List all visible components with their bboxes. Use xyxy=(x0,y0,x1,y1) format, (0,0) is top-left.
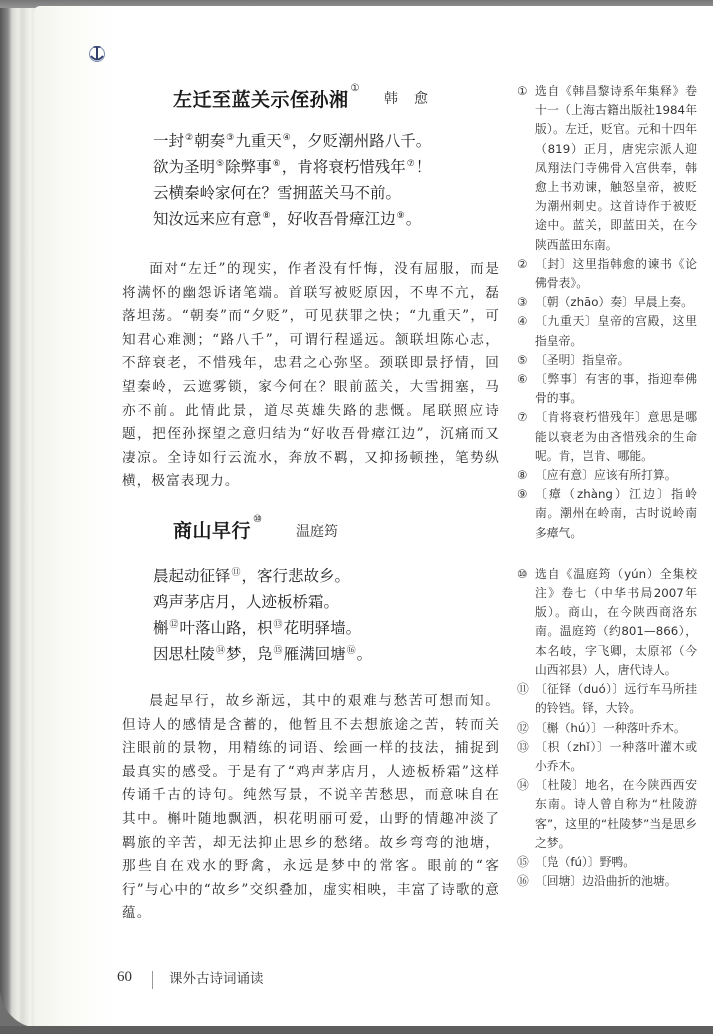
footnote-text: 〔征铎（duó）〕远行车马所挂的铃铛。铎，大铃。 xyxy=(535,682,697,716)
footnote-item xyxy=(517,872,697,891)
footnote-text: 〔枳（zhǐ）〕一种落叶灌木或小乔木。 xyxy=(535,739,697,773)
poem-text: 梦，凫 xyxy=(226,645,273,663)
footnote-ref: ⑨ xyxy=(396,211,405,221)
footnote-ref: ⑩ xyxy=(253,514,263,525)
footnote-text: 〔瘴（zhàng）江边〕指岭南。潮州在岭南，古时说岭南多瘴气。 xyxy=(535,487,697,540)
footnote-item xyxy=(517,565,697,680)
poem-title-text: 左迁至蓝关示侄孙湘 xyxy=(173,90,349,111)
poem-text: 槲 xyxy=(153,619,169,637)
footnote-text: 〔回塘〕边沿曲折的池塘。 xyxy=(535,874,677,889)
poem-line xyxy=(153,563,372,589)
footnote-ref: ⑬ xyxy=(273,620,283,630)
footnote-text: 〔槲（hú）〕一种落叶乔木。 xyxy=(535,720,686,735)
footnote-ref: ⑯ xyxy=(346,646,356,656)
scan-bottom-shadow xyxy=(0,1026,713,1034)
footnotes-column xyxy=(517,82,697,891)
footnote-item xyxy=(517,776,697,853)
footnote-number: ① xyxy=(517,84,528,98)
poem-text: ，好收吾骨瘴江边 xyxy=(271,210,396,228)
footnote-number: ⑫ xyxy=(517,720,529,735)
footer-divider xyxy=(152,971,153,989)
footnote-ref: ⑦ xyxy=(406,159,415,169)
poem-text: ，夕贬潮州路八千。 xyxy=(291,132,432,150)
footnote-number: ⑯ xyxy=(517,874,529,889)
poem-text: 鸡声茅店月，人迹板桥霜。 xyxy=(153,593,340,611)
poem-line xyxy=(153,180,431,206)
footnote-text: 〔九重天〕皇帝的宫殿，这里指皇帝。 xyxy=(535,314,697,348)
poem-title-text: 商山早行 xyxy=(173,521,252,542)
poem-text: 知汝远来应有意 xyxy=(153,210,262,228)
commentary-2 xyxy=(122,690,500,926)
footnote-item xyxy=(517,853,697,872)
footnote-text: 〔肯将衰朽惜残年〕意思是哪能以衰老为由吝惜残余的生命呢。肯，岂肯、哪能。 xyxy=(535,410,697,463)
footnote-number: ⑮ xyxy=(517,854,529,869)
poem-text: ！ xyxy=(415,158,432,176)
poem-text: 叶落山路，枳 xyxy=(179,619,273,637)
poem-line xyxy=(153,206,431,232)
poem-body-2 xyxy=(153,563,372,667)
footnote-number: ③ xyxy=(517,295,528,310)
footnote-ref: ⑤ xyxy=(216,159,225,169)
footnote-text: 〔封〕这里指韩愈的谏书《论佛骨表》。 xyxy=(535,256,697,291)
poem-text: 花明驿墙。 xyxy=(283,619,362,637)
footnote-text: 〔圣明〕指皇帝。 xyxy=(535,352,630,367)
poem-text: 雁满回塘 xyxy=(283,645,346,663)
poem-text: 九重天 xyxy=(235,132,282,150)
footnote-ref: ② xyxy=(185,133,194,143)
poem-author-1: 韩愈 xyxy=(384,91,444,107)
footnote-ref: ④ xyxy=(282,133,291,143)
poem-author-2: 温庭筠 xyxy=(296,524,338,540)
footnote-text: 选自《韩昌黎诗系年集释》卷十一（上海古籍出版社1984年版）。左迁，贬官。元和十四年（819）正月，唐宪宗派人迎凤翔法门寺佛骨入宫供奉，韩愈上书劝谏，触怒皇帝，被贬为潮州刺史。这首诗作于被贬途中。蓝关，即蓝田关，在今陕西蓝田东南。 xyxy=(535,84,697,252)
poem-text: 晨起动征铎 xyxy=(153,567,231,585)
poem-line xyxy=(153,615,372,641)
footnote-item xyxy=(517,680,697,718)
commentary-text: 晨起早行，故乡渐远，其中的艰难与愁苦可想而知。但诗人的感情是含蓄的，他暂且不去想旅途之苦，转而关注眼前的景物，用精练的词语、绘画一样的技法，捕捉到最真实的感受。于是有了“鸡声茅店月，人迹板桥霜”这样传诵千古的诗句。纯然写景，不说辛苦愁思，而意味自在其中。槲叶随地飘洒，枳花明丽可爱，山野的情趣冲淡了羁旅的辛苦，却无法抑止思乡的愁绪。故乡弯弯的池塘，那些自在戏水的野禽，永远是梦中的常客。眼前的“客行”与心中的“故乡”交织叠加，虚实相映，丰富了诗歌的意蕴。 xyxy=(122,693,500,922)
footnote-text: 〔凫（fú）〕野鸭。 xyxy=(535,854,636,869)
footnote-ref: ⑮ xyxy=(273,646,283,656)
footnote-number: ② xyxy=(517,256,528,271)
footnote-ref: ⑥ xyxy=(272,159,281,169)
poem-line xyxy=(153,128,431,154)
footnote-text: 〔朝（zhāo）奏〕早晨上奏。 xyxy=(535,295,693,310)
footnote-ref: ⑭ xyxy=(216,646,226,656)
footnote-number: ⑦ xyxy=(517,410,528,425)
footnote-text: 〔弊事〕有害的事，指迎奉佛骨的事。 xyxy=(535,372,697,406)
footnote-ref: ① xyxy=(350,83,360,94)
poem-text: 除弊事 xyxy=(225,158,272,176)
poem-title-2 xyxy=(173,516,262,543)
anchor-icon xyxy=(86,42,108,64)
footnote-text: 选自《温庭筠（yún）全集校注》卷七（中华书局2007年版）。商山，在今陕西商洛东南。温庭筠（约801—866），本名岐，字飞卿，太原祁（今山西祁县）人，唐代诗人。 xyxy=(535,566,697,677)
commentary-1 xyxy=(122,258,500,494)
poem-line xyxy=(153,641,372,667)
poem-body-1 xyxy=(153,128,431,232)
poem-text: 。 xyxy=(356,645,373,663)
footnote-ref: ⑫ xyxy=(169,620,179,630)
book-section-title: 课外古诗词诵读 xyxy=(169,971,264,987)
poem-text: 朝奏 xyxy=(194,132,226,150)
footnote-number: ⑭ xyxy=(517,778,529,793)
footnote-text: 〔杜陵〕地名，在今陕西西安东南。诗人曾自称为“杜陵游客”，这里的“杜陵梦”当是思乡之梦。 xyxy=(535,778,697,850)
poem-title-1 xyxy=(173,85,360,112)
footnote-text: 〔应有意〕应该有所打算。 xyxy=(535,468,677,483)
footnote-item xyxy=(517,293,697,312)
footnote-number: ④ xyxy=(517,314,528,329)
footnote-number: ⑨ xyxy=(517,487,528,502)
poem-text: 云横秦岭家何在？雪拥蓝关马不前。 xyxy=(153,184,402,202)
footnote-number: ⑧ xyxy=(517,468,528,483)
poem-text: 因思杜陵 xyxy=(153,645,216,663)
page-footer xyxy=(117,967,264,987)
footnote-ref: ⑪ xyxy=(231,568,241,578)
footnote-number: ⑤ xyxy=(517,352,528,367)
footnote-item xyxy=(517,485,697,543)
poem-line xyxy=(153,154,431,180)
footnote-item xyxy=(517,312,697,350)
footnote-item xyxy=(517,738,697,776)
footnote-item xyxy=(517,351,697,370)
footnote-item xyxy=(517,719,697,738)
footnote-ref: ⑧ xyxy=(262,211,271,221)
commentary-text: 面对“左迁”的现实，作者没有忏悔，没有屈服，而是将满怀的幽怨诉诸笔端。首联写被贬原因，不卑不亢，磊落坦荡。“朝奏”而“夕贬”，可见获罪之快；“九重天”，可知君心难测；“路八千”，可谓行程遥远。颔联坦陈心志，不辞衰老，不惜残年，忠君之心弥坚。颈联即景抒情，回望秦岭，云遮雾锁，家今何在？眼前蓝关，大雪拥塞，马亦不前。此情此景，道尽英雄失路的悲慨。尾联照应诗题，把侄孙探望之意归结为“好收吾骨瘴江边”，沉痛而又凄凉。全诗如行云流水，奔放不羁，又抑扬顿挫，笔势纵横，极富表现力。 xyxy=(122,261,500,490)
footnote-number: ⑩ xyxy=(517,566,528,581)
footnote-number: ⑬ xyxy=(517,739,529,754)
footnote-item xyxy=(517,255,697,293)
footnote-item xyxy=(517,370,697,408)
poem-text: 欲为圣明 xyxy=(153,158,216,176)
footnote-number: ⑪ xyxy=(517,682,529,697)
footnote-ref: ③ xyxy=(226,133,235,143)
footnote-item xyxy=(517,408,697,466)
footnote-item xyxy=(517,82,697,255)
poem-text: ，肯将衰朽惜残年 xyxy=(281,158,406,176)
poem-text: 一封 xyxy=(153,132,185,150)
page-number: 60 xyxy=(117,968,132,985)
poem-line xyxy=(153,589,372,615)
footnote-item xyxy=(517,466,697,485)
footnote-number: ⑥ xyxy=(517,372,528,387)
poem-text: ，客行悲故乡。 xyxy=(241,567,351,585)
poem-text: 。 xyxy=(405,210,422,228)
